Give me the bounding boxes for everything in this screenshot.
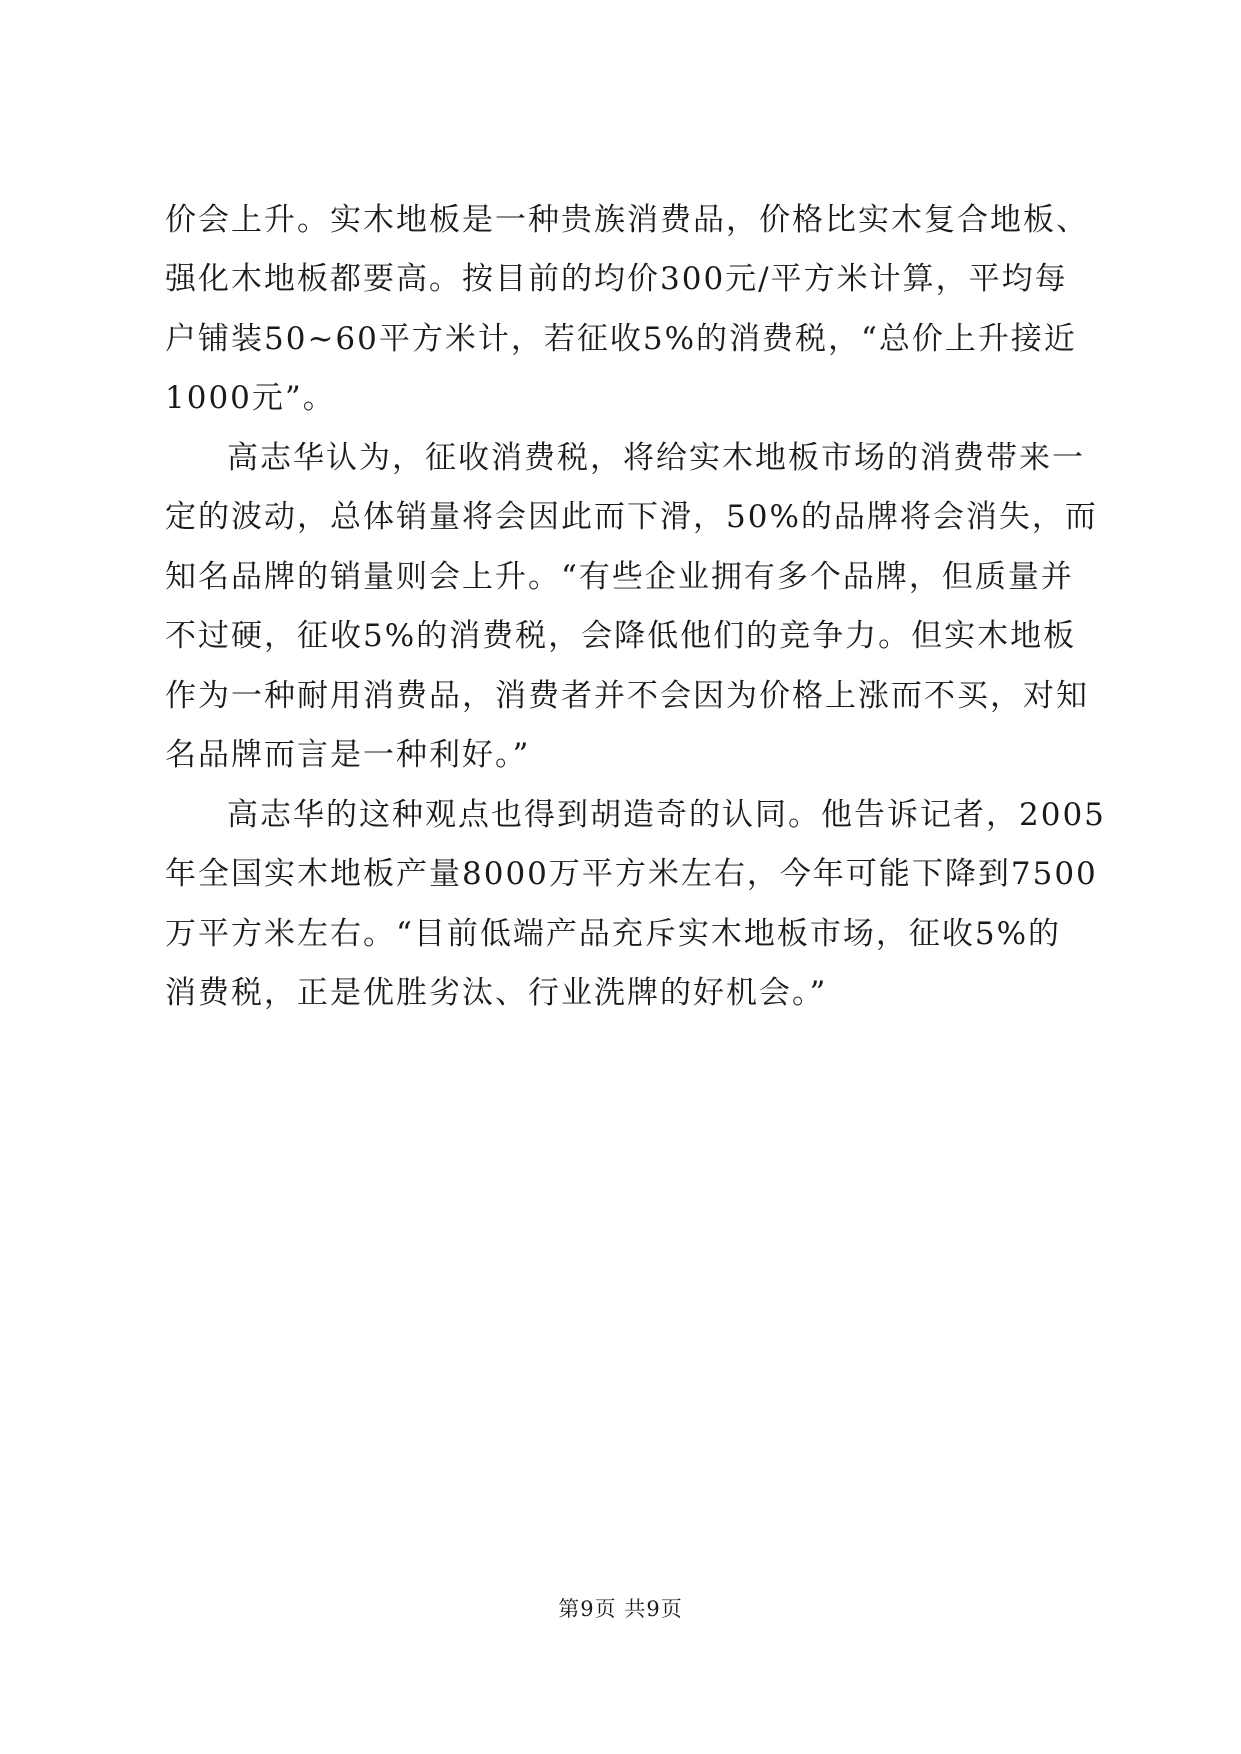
paragraph-2-line-4: 不过硬，征收5%的消费税，会降低他们的竞争力。但实木地板 xyxy=(165,618,1077,654)
paragraph-3-line-2: 年全国实木地板产量8000万平方米左右，今年可能下降到7500 xyxy=(165,856,1098,892)
paragraph-2-line-3: 知名品牌的销量则会上升。“有些企业拥有多个品牌，但质量并 xyxy=(165,559,1074,595)
paragraph-1-line-2: 强化木地板都要高。按目前的均价300元/平方米计算，平均每 xyxy=(165,261,1068,297)
paragraph-2-line-1: 高志华认为，征收消费税，将给实木地板市场的消费带来一 xyxy=(227,440,1085,476)
paragraph-1-line-3: 户铺装50~60平方米计，若征收5%的消费税，“总价上升接近 xyxy=(165,321,1077,357)
page-number-footer: 第9页 共9页 xyxy=(558,1597,683,1621)
paragraph-3-line-1: 高志华的这种观点也得到胡造奇的认同。他告诉记者，2005 xyxy=(227,797,1106,833)
paragraph-2-line-6: 名品牌而言是一种利好。” xyxy=(165,737,531,773)
paragraph-1-line-4: 1000元”。 xyxy=(165,380,336,416)
paragraph-1-line-1: 价会上升。实木地板是一种贵族消费品，价格比实木复合地板、 xyxy=(165,202,1089,238)
paragraph-2-line-2: 定的波动，总体销量将会因此而下滑，50%的品牌将会消失，而 xyxy=(165,499,1098,535)
paragraph-3-line-4: 消费税，正是优胜劣汰、行业洗牌的好机会。” xyxy=(165,975,828,1011)
paragraph-2-line-5: 作为一种耐用消费品，消费者并不会因为价格上涨而不买，对知 xyxy=(165,678,1089,714)
paragraph-3-line-3: 万平方米左右。“目前低端产品充斥实木地板市场，征收5%的 xyxy=(165,916,1062,952)
